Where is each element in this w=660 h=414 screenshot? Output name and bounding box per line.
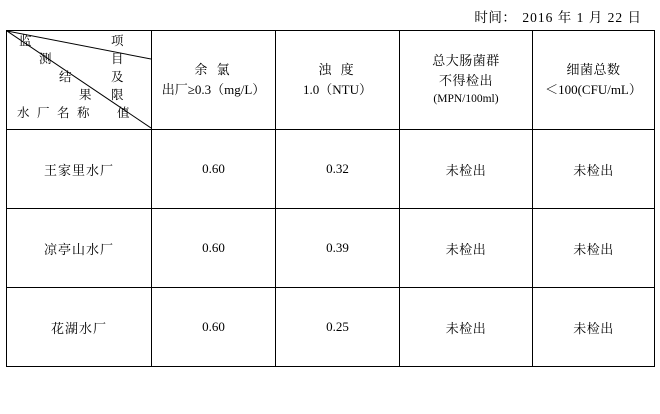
row-total-coliform (400, 209, 533, 288)
row-turbidity (276, 130, 400, 209)
corner-row-char-2: 测 (39, 52, 52, 66)
row-plant-name (7, 288, 152, 367)
header-total-coliform-line1: 总大肠菌群 (432, 52, 500, 68)
turbidity-value: 0.32 (326, 161, 349, 176)
row-free-chlorine (152, 288, 276, 367)
header-cell-total-coliform (400, 31, 533, 130)
corner-row-char-5: 水 (17, 106, 30, 120)
header-turbidity-line1: 浊 度 (318, 61, 357, 77)
header-free-chlorine-line2: 出厂≥0.3（mg/L） (161, 82, 266, 97)
header-total-bacteria-line2: ＜100(CFU/mL） (545, 82, 642, 97)
row-free-chlorine (152, 209, 276, 288)
header-turbidity-line2: 1.0（NTU） (303, 82, 372, 97)
corner-col-char-4: 限 (111, 88, 124, 102)
table-row (7, 288, 655, 367)
total-coliform-value: 未检出 (445, 162, 487, 178)
table-header-row (7, 31, 655, 130)
plant-name-text: 凉亭山水厂 (43, 241, 114, 257)
corner-diagonal-cell (7, 31, 151, 129)
corner-col-char-5: 值 (117, 106, 130, 120)
header-free-chlorine-line1: 余 氯 (194, 61, 233, 77)
total-bacteria-value: 未检出 (573, 320, 614, 336)
report-date-label: 时间： (474, 10, 517, 25)
row-total-coliform (400, 288, 533, 367)
corner-row-char-1: 监 (19, 34, 32, 48)
table-row (7, 130, 655, 209)
row-total-bacteria (533, 209, 655, 288)
free-chlorine-value: 0.60 (202, 240, 225, 255)
row-total-coliform (400, 130, 533, 209)
report-date (474, 6, 642, 26)
row-free-chlorine (152, 130, 276, 209)
row-turbidity (276, 288, 400, 367)
report-date-value: 2016 年 1 月 22 日 (522, 10, 642, 25)
corner-row-char-7: 名 (57, 106, 70, 120)
header-cell-free-chlorine (152, 31, 276, 130)
corner-row-char-3: 结 (59, 70, 72, 84)
header-total-coliform-line2: 不得检出 (438, 73, 493, 89)
turbidity-value: 0.39 (326, 240, 349, 255)
corner-col-char-2: 目 (111, 52, 124, 66)
total-bacteria-value: 未检出 (573, 241, 614, 257)
free-chlorine-value: 0.60 (202, 319, 225, 334)
row-total-bacteria (533, 130, 655, 209)
water-quality-table (6, 30, 655, 367)
row-total-bacteria (533, 288, 655, 367)
plant-name-text: 花湖水厂 (50, 320, 107, 336)
corner-row-char-6: 厂 (37, 106, 50, 120)
total-coliform-value: 未检出 (445, 241, 487, 257)
corner-row-char-4: 果 (79, 88, 92, 102)
table-row (7, 209, 655, 288)
corner-row-char-8: 称 (77, 106, 90, 120)
header-total-coliform-line3: (MPN/100ml) (433, 93, 499, 106)
row-plant-name (7, 209, 152, 288)
free-chlorine-value: 0.60 (202, 161, 225, 176)
corner-header-cell (7, 31, 152, 130)
header-cell-total-bacteria (533, 31, 655, 130)
row-plant-name (7, 130, 152, 209)
header-total-bacteria-line1: 细菌总数 (566, 61, 621, 77)
corner-col-char-1: 项 (111, 34, 124, 48)
total-bacteria-value: 未检出 (573, 162, 614, 178)
corner-col-char-3: 及 (111, 70, 124, 84)
turbidity-value: 0.25 (326, 319, 349, 334)
plant-name-text: 王家里水厂 (43, 162, 114, 178)
total-coliform-value: 未检出 (445, 320, 487, 336)
header-cell-turbidity (276, 31, 400, 130)
row-turbidity (276, 209, 400, 288)
